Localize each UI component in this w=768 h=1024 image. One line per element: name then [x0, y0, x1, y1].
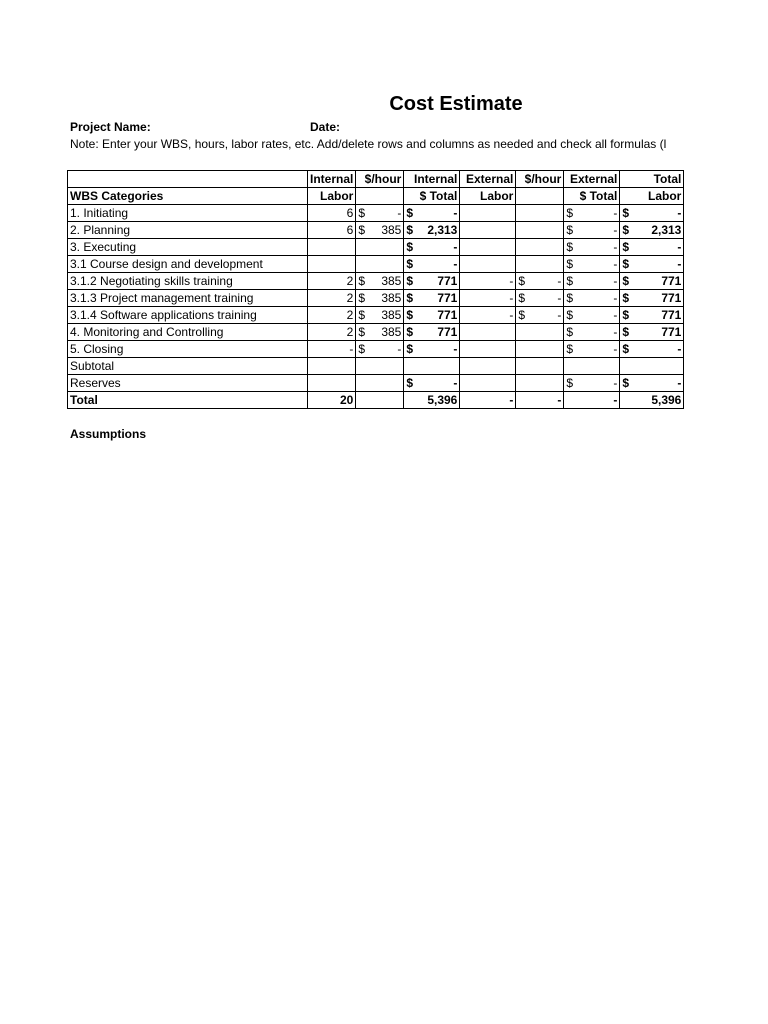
wbs-category-cell: 2. Planning: [68, 222, 308, 239]
value-cell: [404, 341, 460, 358]
table-row: [68, 290, 684, 307]
value-cell: [564, 256, 620, 273]
currency-amount: -: [613, 239, 618, 254]
wbs-category-cell: Reserves: [68, 375, 308, 392]
table-row: [68, 358, 684, 375]
currency-amount: -: [453, 375, 458, 390]
value-cell: [564, 375, 620, 392]
currency-value: [358, 342, 401, 357]
value-cell: [620, 290, 684, 307]
currency-symbol: $: [622, 290, 630, 305]
currency-symbol: $: [566, 205, 574, 220]
currency-symbol: $: [622, 239, 630, 254]
header-cell: $ Total: [404, 188, 460, 205]
currency-value: [358, 291, 401, 306]
currency-value: [406, 342, 457, 357]
header-cell: Internal: [308, 171, 356, 188]
currency-symbol: $: [358, 307, 366, 322]
value-cell: [564, 358, 620, 375]
value-cell: 5,396: [404, 392, 460, 409]
value-cell: [620, 358, 684, 375]
currency-symbol: $: [566, 341, 574, 356]
currency-amount: -: [613, 205, 618, 220]
value-cell: [516, 324, 564, 341]
currency-value: [406, 240, 457, 255]
header-cell: WBS Categories: [68, 188, 308, 205]
table-row: [68, 205, 684, 222]
value-cell: [356, 273, 404, 290]
currency-symbol: $: [406, 222, 414, 237]
currency-symbol: $: [566, 375, 574, 390]
currency-amount: -: [677, 205, 682, 220]
value-cell: -: [564, 392, 620, 409]
currency-symbol: $: [622, 375, 630, 390]
value-cell: [516, 222, 564, 239]
currency-amount: 385: [381, 324, 402, 339]
currency-value: [358, 223, 401, 238]
currency-value: [358, 325, 401, 340]
value-cell: [620, 324, 684, 341]
value-cell: [620, 256, 684, 273]
currency-value: [406, 257, 457, 272]
value-cell: [404, 307, 460, 324]
value-cell: 2: [308, 290, 356, 307]
currency-amount: 385: [381, 273, 402, 288]
currency-value: [406, 308, 457, 323]
value-cell: [404, 222, 460, 239]
currency-symbol: $: [518, 273, 526, 288]
value-cell: [460, 358, 516, 375]
header-cell: Labor: [308, 188, 356, 205]
currency-symbol: $: [566, 222, 574, 237]
header-cell: $ Total: [564, 188, 620, 205]
currency-value: [358, 308, 401, 323]
header-cell: Labor: [460, 188, 516, 205]
value-cell: [620, 307, 684, 324]
currency-symbol: $: [566, 273, 574, 288]
header-cell: External: [460, 171, 516, 188]
value-cell: [356, 239, 404, 256]
value-cell: [564, 324, 620, 341]
currency-value: [406, 291, 457, 306]
currency-amount: -: [613, 341, 618, 356]
value-cell: [516, 290, 564, 307]
currency-symbol: $: [566, 256, 574, 271]
header-cell: [516, 188, 564, 205]
header-cell: [68, 171, 308, 188]
value-cell: [356, 341, 404, 358]
value-cell: [404, 273, 460, 290]
value-cell: 2: [308, 324, 356, 341]
currency-symbol: $: [406, 375, 414, 390]
value-cell: [460, 222, 516, 239]
value-cell: [356, 256, 404, 273]
value-cell: [356, 205, 404, 222]
currency-amount: 771: [437, 273, 458, 288]
currency-symbol: $: [358, 273, 366, 288]
currency-amount: -: [453, 239, 458, 254]
header-cell: $/hour: [356, 171, 404, 188]
value-cell: [516, 358, 564, 375]
value-cell: [620, 239, 684, 256]
value-cell: [356, 324, 404, 341]
value-cell: 5,396: [620, 392, 684, 409]
currency-amount: 771: [437, 307, 458, 322]
value-cell: [404, 205, 460, 222]
table-body: [68, 171, 684, 409]
currency-amount: -: [557, 307, 562, 322]
currency-symbol: $: [566, 324, 574, 339]
table-row: [68, 273, 684, 290]
currency-value: [406, 274, 457, 289]
wbs-category-cell: Total: [68, 392, 308, 409]
currency-amount: -: [613, 307, 618, 322]
currency-value: [518, 308, 561, 323]
value-cell: -: [308, 341, 356, 358]
date-label: Date:: [310, 120, 341, 134]
value-cell: 6: [308, 205, 356, 222]
currency-value: [566, 308, 617, 323]
value-cell: [308, 239, 356, 256]
value-cell: [460, 324, 516, 341]
wbs-category-cell: 3.1.3 Project management training: [68, 290, 308, 307]
value-cell: [460, 205, 516, 222]
currency-symbol: $: [518, 290, 526, 305]
value-cell: [404, 358, 460, 375]
value-cell: [308, 375, 356, 392]
currency-symbol: $: [622, 256, 630, 271]
table-row: [68, 324, 684, 341]
value-cell: [620, 273, 684, 290]
table-row: [68, 256, 684, 273]
currency-value: [622, 342, 681, 357]
table-row: [68, 307, 684, 324]
currency-symbol: $: [622, 222, 630, 237]
currency-amount: -: [613, 290, 618, 305]
currency-value: [358, 274, 401, 289]
value-cell: [356, 358, 404, 375]
currency-value: [518, 274, 561, 289]
currency-symbol: $: [406, 324, 414, 339]
currency-value: [622, 291, 681, 306]
currency-symbol: $: [622, 324, 630, 339]
header-row-2: [68, 188, 684, 205]
currency-amount: -: [613, 273, 618, 288]
currency-symbol: $: [358, 205, 366, 220]
currency-amount: -: [613, 256, 618, 271]
note-text: Note: Enter your WBS, hours, labor rates, etc. Add/delete rows and columns as needed and check all formulas (l: [70, 137, 667, 151]
value-cell: [460, 341, 516, 358]
value-cell: [308, 358, 356, 375]
value-cell: [516, 307, 564, 324]
currency-value: [566, 257, 617, 272]
value-cell: [516, 375, 564, 392]
wbs-category-cell: Subtotal: [68, 358, 308, 375]
currency-amount: 385: [381, 222, 402, 237]
currency-value: [566, 342, 617, 357]
value-cell: -: [460, 392, 516, 409]
currency-value: [622, 206, 681, 221]
currency-value: [622, 274, 681, 289]
currency-amount: -: [397, 205, 402, 220]
value-cell: [308, 256, 356, 273]
currency-amount: -: [557, 290, 562, 305]
value-cell: 20: [308, 392, 356, 409]
currency-amount: -: [453, 256, 458, 271]
currency-value: [566, 274, 617, 289]
table-row: [68, 341, 684, 358]
currency-amount: 771: [661, 324, 682, 339]
currency-amount: -: [557, 273, 562, 288]
currency-symbol: $: [566, 290, 574, 305]
currency-value: [622, 376, 681, 391]
currency-amount: -: [453, 341, 458, 356]
value-cell: [516, 205, 564, 222]
value-cell: [564, 222, 620, 239]
currency-symbol: $: [566, 307, 574, 322]
value-cell: [620, 222, 684, 239]
wbs-category-cell: 5. Closing: [68, 341, 308, 358]
value-cell: [356, 375, 404, 392]
value-cell: 6: [308, 222, 356, 239]
currency-amount: 385: [381, 290, 402, 305]
value-cell: [516, 239, 564, 256]
value-cell: [564, 273, 620, 290]
value-cell: [516, 341, 564, 358]
currency-value: [406, 206, 457, 221]
value-cell: -: [460, 273, 516, 290]
table-row: [68, 375, 684, 392]
value-cell: [460, 256, 516, 273]
currency-value: [622, 325, 681, 340]
value-cell: -: [516, 392, 564, 409]
page-title: Cost Estimate: [389, 93, 523, 115]
currency-symbol: $: [406, 290, 414, 305]
value-cell: [564, 307, 620, 324]
value-cell: [356, 307, 404, 324]
currency-symbol: $: [358, 290, 366, 305]
currency-value: [566, 291, 617, 306]
currency-value: [406, 325, 457, 340]
currency-symbol: $: [622, 205, 630, 220]
total-row: [68, 392, 684, 409]
meta-row: [70, 120, 341, 134]
table-row: [68, 222, 684, 239]
wbs-category-cell: 3. Executing: [68, 239, 308, 256]
currency-symbol: $: [518, 307, 526, 322]
value-cell: [404, 256, 460, 273]
currency-symbol: $: [406, 273, 414, 288]
currency-symbol: $: [358, 341, 366, 356]
value-cell: [564, 205, 620, 222]
currency-symbol: $: [358, 222, 366, 237]
currency-value: [622, 308, 681, 323]
currency-value: [566, 376, 617, 391]
currency-value: [566, 325, 617, 340]
wbs-category-cell: 4. Monitoring and Controlling: [68, 324, 308, 341]
currency-amount: -: [613, 375, 618, 390]
currency-amount: 771: [661, 273, 682, 288]
wbs-category-cell: 1. Initiating: [68, 205, 308, 222]
currency-value: [406, 223, 457, 238]
value-cell: [460, 375, 516, 392]
value-cell: [564, 341, 620, 358]
currency-amount: 771: [661, 307, 682, 322]
currency-symbol: $: [406, 239, 414, 254]
header-cell: $/hour: [516, 171, 564, 188]
wbs-category-cell: 3.1.4 Software applications training: [68, 307, 308, 324]
cost-estimate-table: [67, 170, 684, 409]
currency-amount: 771: [661, 290, 682, 305]
currency-value: [622, 223, 681, 238]
currency-amount: 771: [437, 324, 458, 339]
currency-value: [566, 206, 617, 221]
value-cell: [516, 273, 564, 290]
currency-amount: -: [453, 205, 458, 220]
currency-symbol: $: [406, 205, 414, 220]
currency-amount: -: [677, 256, 682, 271]
currency-symbol: $: [566, 239, 574, 254]
currency-amount: 2,313: [651, 222, 682, 237]
value-cell: [460, 239, 516, 256]
currency-value: [518, 291, 561, 306]
currency-symbol: $: [406, 307, 414, 322]
header-row-1: [68, 171, 684, 188]
table-row: [68, 239, 684, 256]
value-cell: [564, 290, 620, 307]
project-name-label: Project Name:: [70, 120, 151, 134]
wbs-category-cell: 3.1.2 Negotiating skills training: [68, 273, 308, 290]
currency-value: [566, 240, 617, 255]
assumptions-heading: Assumptions: [70, 427, 147, 441]
currency-value: [358, 206, 401, 221]
header-cell: External: [564, 171, 620, 188]
currency-value: [622, 257, 681, 272]
wbs-category-cell: 3.1 Course design and development: [68, 256, 308, 273]
value-cell: [356, 290, 404, 307]
value-cell: [516, 256, 564, 273]
value-cell: -: [460, 307, 516, 324]
header-cell: Total: [620, 171, 684, 188]
value-cell: -: [460, 290, 516, 307]
currency-amount: -: [677, 375, 682, 390]
value-cell: [404, 290, 460, 307]
currency-symbol: $: [622, 341, 630, 356]
value-cell: [356, 222, 404, 239]
currency-amount: -: [613, 222, 618, 237]
currency-symbol: $: [622, 307, 630, 322]
currency-value: [406, 376, 457, 391]
currency-value: [566, 223, 617, 238]
value-cell: [620, 375, 684, 392]
value-cell: [356, 392, 404, 409]
value-cell: [404, 239, 460, 256]
header-cell: [356, 188, 404, 205]
value-cell: 2: [308, 307, 356, 324]
currency-symbol: $: [622, 273, 630, 288]
currency-symbol: $: [406, 256, 414, 271]
header-cell: Internal: [404, 171, 460, 188]
value-cell: 2: [308, 273, 356, 290]
currency-amount: 2,313: [427, 222, 458, 237]
value-cell: [404, 324, 460, 341]
currency-value: [622, 240, 681, 255]
currency-symbol: $: [406, 341, 414, 356]
header-cell: Labor: [620, 188, 684, 205]
currency-amount: 771: [437, 290, 458, 305]
currency-amount: 385: [381, 307, 402, 322]
value-cell: [564, 239, 620, 256]
currency-amount: -: [677, 341, 682, 356]
currency-amount: -: [397, 341, 402, 356]
currency-amount: -: [677, 239, 682, 254]
value-cell: [620, 205, 684, 222]
value-cell: [404, 375, 460, 392]
value-cell: [620, 341, 684, 358]
currency-symbol: $: [358, 324, 366, 339]
currency-amount: -: [613, 324, 618, 339]
